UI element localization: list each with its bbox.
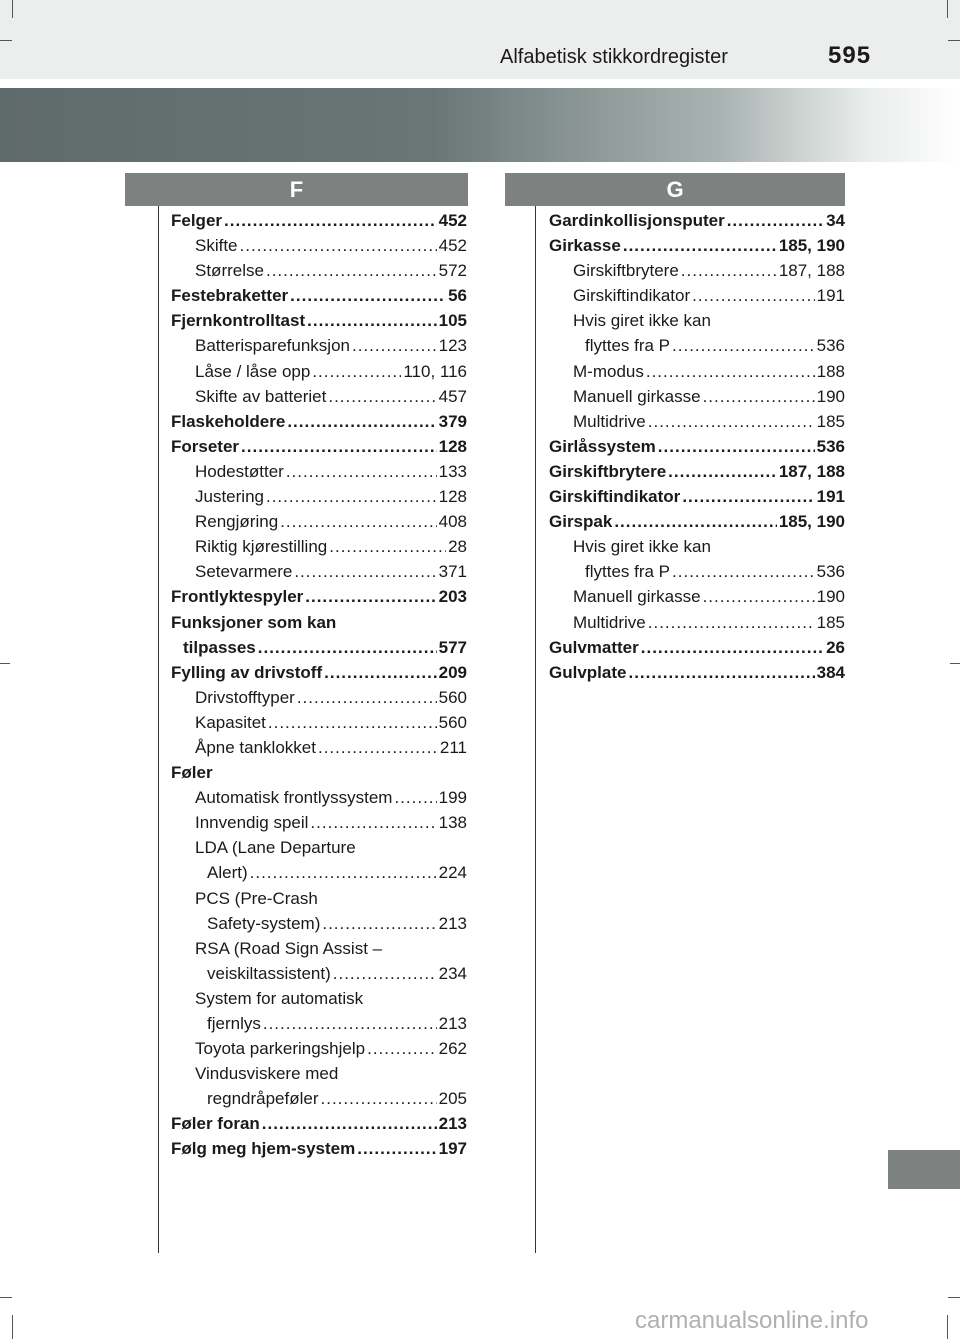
index-entry xyxy=(171,208,467,233)
leader-dots xyxy=(241,434,437,459)
index-page-ref: 185, 190 xyxy=(778,236,845,256)
index-term: Batterisparefunksjon xyxy=(195,336,350,356)
index-term: Festebraketter xyxy=(171,286,289,306)
leader-dots xyxy=(318,735,438,760)
index-entry xyxy=(549,409,845,434)
index-column-g xyxy=(549,208,845,685)
index-term: Gulvplate xyxy=(549,662,627,682)
index-term: Fylling av drivstoff xyxy=(171,662,323,682)
index-entry xyxy=(549,635,845,660)
index-page-ref: 110, 116 xyxy=(403,361,467,381)
index-entry xyxy=(549,283,845,308)
index-page-ref: 234 xyxy=(438,963,467,983)
leader-dots xyxy=(352,333,437,358)
index-page-ref: 213 xyxy=(438,913,467,933)
index-entry xyxy=(549,258,845,283)
index-entry xyxy=(549,559,845,584)
leader-dots xyxy=(286,459,437,484)
index-entry xyxy=(171,1086,467,1111)
index-term: Hvis giret ikke kan xyxy=(573,311,711,331)
leader-dots xyxy=(290,283,446,308)
index-term: Girspak xyxy=(549,512,613,532)
index-term: Automatisk frontlyssystem xyxy=(195,788,393,808)
crop-mark xyxy=(948,40,960,41)
index-entry xyxy=(171,359,467,384)
index-term: Alert) xyxy=(207,863,248,883)
index-page-ref: 572 xyxy=(438,261,467,281)
column-divider-right xyxy=(535,206,536,1253)
index-page-ref: 138 xyxy=(438,813,467,833)
index-term: Rengjøring xyxy=(195,512,279,532)
leader-dots xyxy=(310,810,436,835)
index-page-ref: 379 xyxy=(438,411,467,431)
crop-mark xyxy=(950,663,960,664)
index-term: Flaskeholdere xyxy=(171,411,286,431)
index-entry xyxy=(171,635,467,660)
index-term: Multidrive xyxy=(573,612,646,632)
index-entry xyxy=(549,434,845,459)
leader-dots xyxy=(263,1011,437,1036)
leader-dots xyxy=(367,1036,437,1061)
index-entry xyxy=(549,509,845,534)
crop-mark xyxy=(12,1315,13,1339)
crop-mark xyxy=(948,1297,960,1298)
index-page-ref: 262 xyxy=(438,1039,467,1059)
index-term: M-modus xyxy=(573,361,644,381)
index-entry xyxy=(171,258,467,283)
index-entry xyxy=(171,1136,467,1161)
index-term: Størrelse xyxy=(195,261,264,281)
index-term: flyttes fra P xyxy=(585,336,671,356)
index-entry xyxy=(171,961,467,986)
index-entry xyxy=(171,1011,467,1036)
index-page-ref: 224 xyxy=(438,863,467,883)
index-page-ref: 199 xyxy=(438,788,467,808)
index-entry xyxy=(549,484,845,509)
index-entry xyxy=(171,886,467,911)
leader-dots xyxy=(321,1086,437,1111)
index-page-ref: 56 xyxy=(448,286,467,306)
index-page-ref: 209 xyxy=(438,662,467,682)
crop-mark xyxy=(947,1315,948,1339)
index-entry xyxy=(171,534,467,559)
index-term: flyttes fra P xyxy=(585,562,671,582)
crop-mark xyxy=(0,40,12,41)
index-entry xyxy=(549,534,845,559)
leader-dots xyxy=(394,785,436,810)
section-letter-g: G xyxy=(505,173,845,206)
index-page-ref: 185 xyxy=(816,411,845,431)
leader-dots xyxy=(312,359,401,384)
index-term: Girskiftindikator xyxy=(573,286,691,306)
index-page-ref: 536 xyxy=(816,336,845,356)
index-page-ref: 26 xyxy=(826,637,845,657)
index-page-ref: 191 xyxy=(816,487,845,507)
index-term: Innvendig speil xyxy=(195,813,309,833)
index-entry xyxy=(171,1061,467,1086)
crop-mark xyxy=(12,0,13,18)
index-term: Fjernkontrolltast xyxy=(171,311,306,331)
leader-dots xyxy=(287,409,436,434)
index-page-ref: 457 xyxy=(438,386,467,406)
index-term: Frontlyktespyler xyxy=(171,587,304,607)
index-entry xyxy=(171,333,467,358)
leader-dots xyxy=(266,484,437,509)
index-page-ref: 190 xyxy=(816,587,845,607)
leader-dots xyxy=(648,409,815,434)
leader-dots xyxy=(268,710,437,735)
index-entry xyxy=(171,986,467,1011)
index-term: Føler xyxy=(171,763,213,783)
leader-dots xyxy=(294,559,436,584)
index-entry xyxy=(549,584,845,609)
index-entry xyxy=(171,685,467,710)
index-term: Girskiftbrytere xyxy=(549,461,667,481)
leader-dots xyxy=(322,911,436,936)
index-entry xyxy=(549,359,845,384)
index-term: Drivstofftyper xyxy=(195,687,295,707)
index-page-ref: 128 xyxy=(438,487,467,507)
index-entry xyxy=(171,936,467,961)
index-page-ref: 536 xyxy=(816,562,845,582)
index-entry xyxy=(549,660,845,685)
leader-dots xyxy=(280,509,436,534)
index-term: Multidrive xyxy=(573,411,646,431)
leader-dots xyxy=(240,233,437,258)
index-page-ref: 123 xyxy=(438,336,467,356)
index-entry xyxy=(171,760,467,785)
index-page-ref: 536 xyxy=(816,436,845,456)
index-term: Gulvmatter xyxy=(549,637,639,657)
leader-dots xyxy=(329,534,446,559)
index-term: Skifte xyxy=(195,236,238,256)
index-term: Justering xyxy=(195,487,264,507)
index-term: Girskiftbrytere xyxy=(573,261,679,281)
index-term: RSA (Road Sign Assist – xyxy=(195,938,383,958)
index-term: Gardinkollisjonsputer xyxy=(549,211,725,230)
section-thumb-tab xyxy=(888,1150,960,1189)
leader-dots xyxy=(681,258,777,283)
index-entry xyxy=(171,233,467,258)
index-entry xyxy=(171,860,467,885)
index-term: Låse / låse opp xyxy=(195,361,311,381)
index-page-ref: 187, 188 xyxy=(778,461,845,481)
leader-dots xyxy=(224,208,437,233)
index-entry xyxy=(549,208,845,233)
index-page-ref: 560 xyxy=(438,712,467,732)
index-entry xyxy=(171,459,467,484)
index-entry xyxy=(171,409,467,434)
page-header-title: Alfabetisk stikkordregister xyxy=(500,46,728,68)
index-term: Manuell girkasse xyxy=(573,587,701,607)
leader-dots xyxy=(614,509,777,534)
index-page-ref: 187, 188 xyxy=(778,261,845,281)
index-term: Følg meg hjem-system xyxy=(171,1139,356,1159)
index-term: Vindusviskere med xyxy=(195,1064,339,1084)
index-page-ref: 203 xyxy=(438,587,467,607)
index-page-ref: 190 xyxy=(816,386,845,406)
index-column-f xyxy=(171,208,467,1162)
leader-dots xyxy=(648,610,815,635)
leader-dots xyxy=(692,283,814,308)
index-term: Setevarmere xyxy=(195,562,293,582)
leader-dots xyxy=(297,685,437,710)
index-page-ref: 452 xyxy=(438,236,467,256)
decorative-gradient-bar xyxy=(0,88,960,162)
index-entry xyxy=(171,735,467,760)
index-entry xyxy=(171,810,467,835)
index-term: fjernlys xyxy=(207,1014,261,1033)
index-entry xyxy=(171,785,467,810)
index-entry xyxy=(171,911,467,936)
leader-dots xyxy=(672,333,815,358)
index-term: Funksjoner som kan xyxy=(171,612,337,632)
header-band xyxy=(0,0,960,79)
index-term: veiskiltassistent) xyxy=(207,963,331,983)
leader-dots xyxy=(307,308,437,333)
index-term: Føler foran xyxy=(171,1114,260,1134)
leader-dots xyxy=(250,860,437,885)
index-entry xyxy=(171,660,467,685)
index-entry xyxy=(171,610,467,635)
index-entry xyxy=(171,1111,467,1136)
index-page-ref: 384 xyxy=(816,662,845,682)
leader-dots xyxy=(668,459,777,484)
index-page-ref: 205 xyxy=(438,1089,467,1109)
index-page-ref: 128 xyxy=(438,436,467,456)
section-letter-f: F xyxy=(125,173,468,206)
page-number: 595 xyxy=(828,42,872,69)
index-entry xyxy=(171,710,467,735)
index-term: regndråpeføler xyxy=(207,1089,319,1109)
index-entry xyxy=(549,459,845,484)
index-term: Girkasse xyxy=(549,236,621,256)
index-entry xyxy=(549,308,845,333)
index-term: Felger xyxy=(171,211,223,230)
index-entry xyxy=(171,1036,467,1061)
leader-dots xyxy=(328,384,436,409)
index-term: PCS (Pre-Crash xyxy=(195,888,318,908)
leader-dots xyxy=(641,635,824,660)
index-entry xyxy=(171,384,467,409)
index-page-ref: 185, 190 xyxy=(778,512,845,532)
index-term: Hodestøtter xyxy=(195,461,284,481)
index-term: Manuell girkasse xyxy=(573,386,701,406)
index-entry xyxy=(549,233,845,258)
index-entry xyxy=(171,509,467,534)
column-divider-left xyxy=(158,206,159,1253)
leader-dots xyxy=(727,208,824,233)
crop-mark xyxy=(947,0,948,18)
index-term: Safety-system) xyxy=(207,913,321,933)
index-page-ref: 34 xyxy=(826,211,845,230)
index-entry xyxy=(171,559,467,584)
leader-dots xyxy=(305,584,436,609)
leader-dots xyxy=(623,233,777,258)
index-term: Forseter xyxy=(171,436,240,456)
index-page-ref: 105 xyxy=(438,311,467,331)
leader-dots xyxy=(357,1136,436,1161)
index-term: tilpasses xyxy=(183,637,256,657)
index-page-ref: 188 xyxy=(816,361,845,381)
index-term: Kapasitet xyxy=(195,712,266,732)
index-entry xyxy=(171,283,467,308)
index-entry xyxy=(171,835,467,860)
index-page-ref: 371 xyxy=(438,562,467,582)
index-term: Riktig kjørestilling xyxy=(195,537,328,557)
index-page-ref: 197 xyxy=(438,1139,467,1159)
leader-dots xyxy=(258,635,437,660)
leader-dots xyxy=(333,961,437,986)
index-entry xyxy=(549,333,845,358)
index-term: Åpne tanklokket xyxy=(195,737,316,757)
leader-dots xyxy=(266,258,437,283)
index-page-ref: 560 xyxy=(438,687,467,707)
index-page-ref: 133 xyxy=(438,461,467,481)
index-term: Girskiftindikator xyxy=(549,487,681,507)
leader-dots xyxy=(703,384,815,409)
crop-mark xyxy=(0,663,10,664)
index-entry xyxy=(549,610,845,635)
leader-dots xyxy=(682,484,814,509)
index-entry xyxy=(171,434,467,459)
index-page-ref: 213 xyxy=(438,1114,467,1134)
leader-dots xyxy=(628,660,814,685)
index-page-ref: 213 xyxy=(438,1014,467,1033)
leader-dots xyxy=(324,660,436,685)
index-page-ref: 408 xyxy=(438,512,467,532)
index-entry xyxy=(171,584,467,609)
index-entry xyxy=(171,308,467,333)
index-page-ref: 28 xyxy=(448,537,467,557)
index-term: System for automatisk xyxy=(195,988,364,1008)
index-term: LDA (Lane Departure xyxy=(195,838,356,858)
index-page-ref: 211 xyxy=(439,737,467,757)
index-page-ref: 185 xyxy=(816,612,845,632)
index-entry xyxy=(171,484,467,509)
leader-dots xyxy=(646,359,815,384)
leader-dots xyxy=(658,434,815,459)
index-page-ref: 191 xyxy=(816,286,845,306)
leader-dots xyxy=(703,584,815,609)
index-term: Hvis giret ikke kan xyxy=(573,537,711,557)
index-page-ref: 452 xyxy=(438,211,467,230)
watermark-text: carmanualsonline.info xyxy=(635,1307,869,1334)
index-term: Toyota parkeringshjelp xyxy=(195,1039,366,1059)
index-term: Girlåssystem xyxy=(549,436,656,456)
crop-mark xyxy=(0,1297,12,1298)
leader-dots xyxy=(262,1111,437,1136)
leader-dots xyxy=(672,559,815,584)
index-entry xyxy=(549,384,845,409)
index-page-ref: 577 xyxy=(438,637,467,657)
index-term: Skifte av batteriet xyxy=(195,386,327,406)
